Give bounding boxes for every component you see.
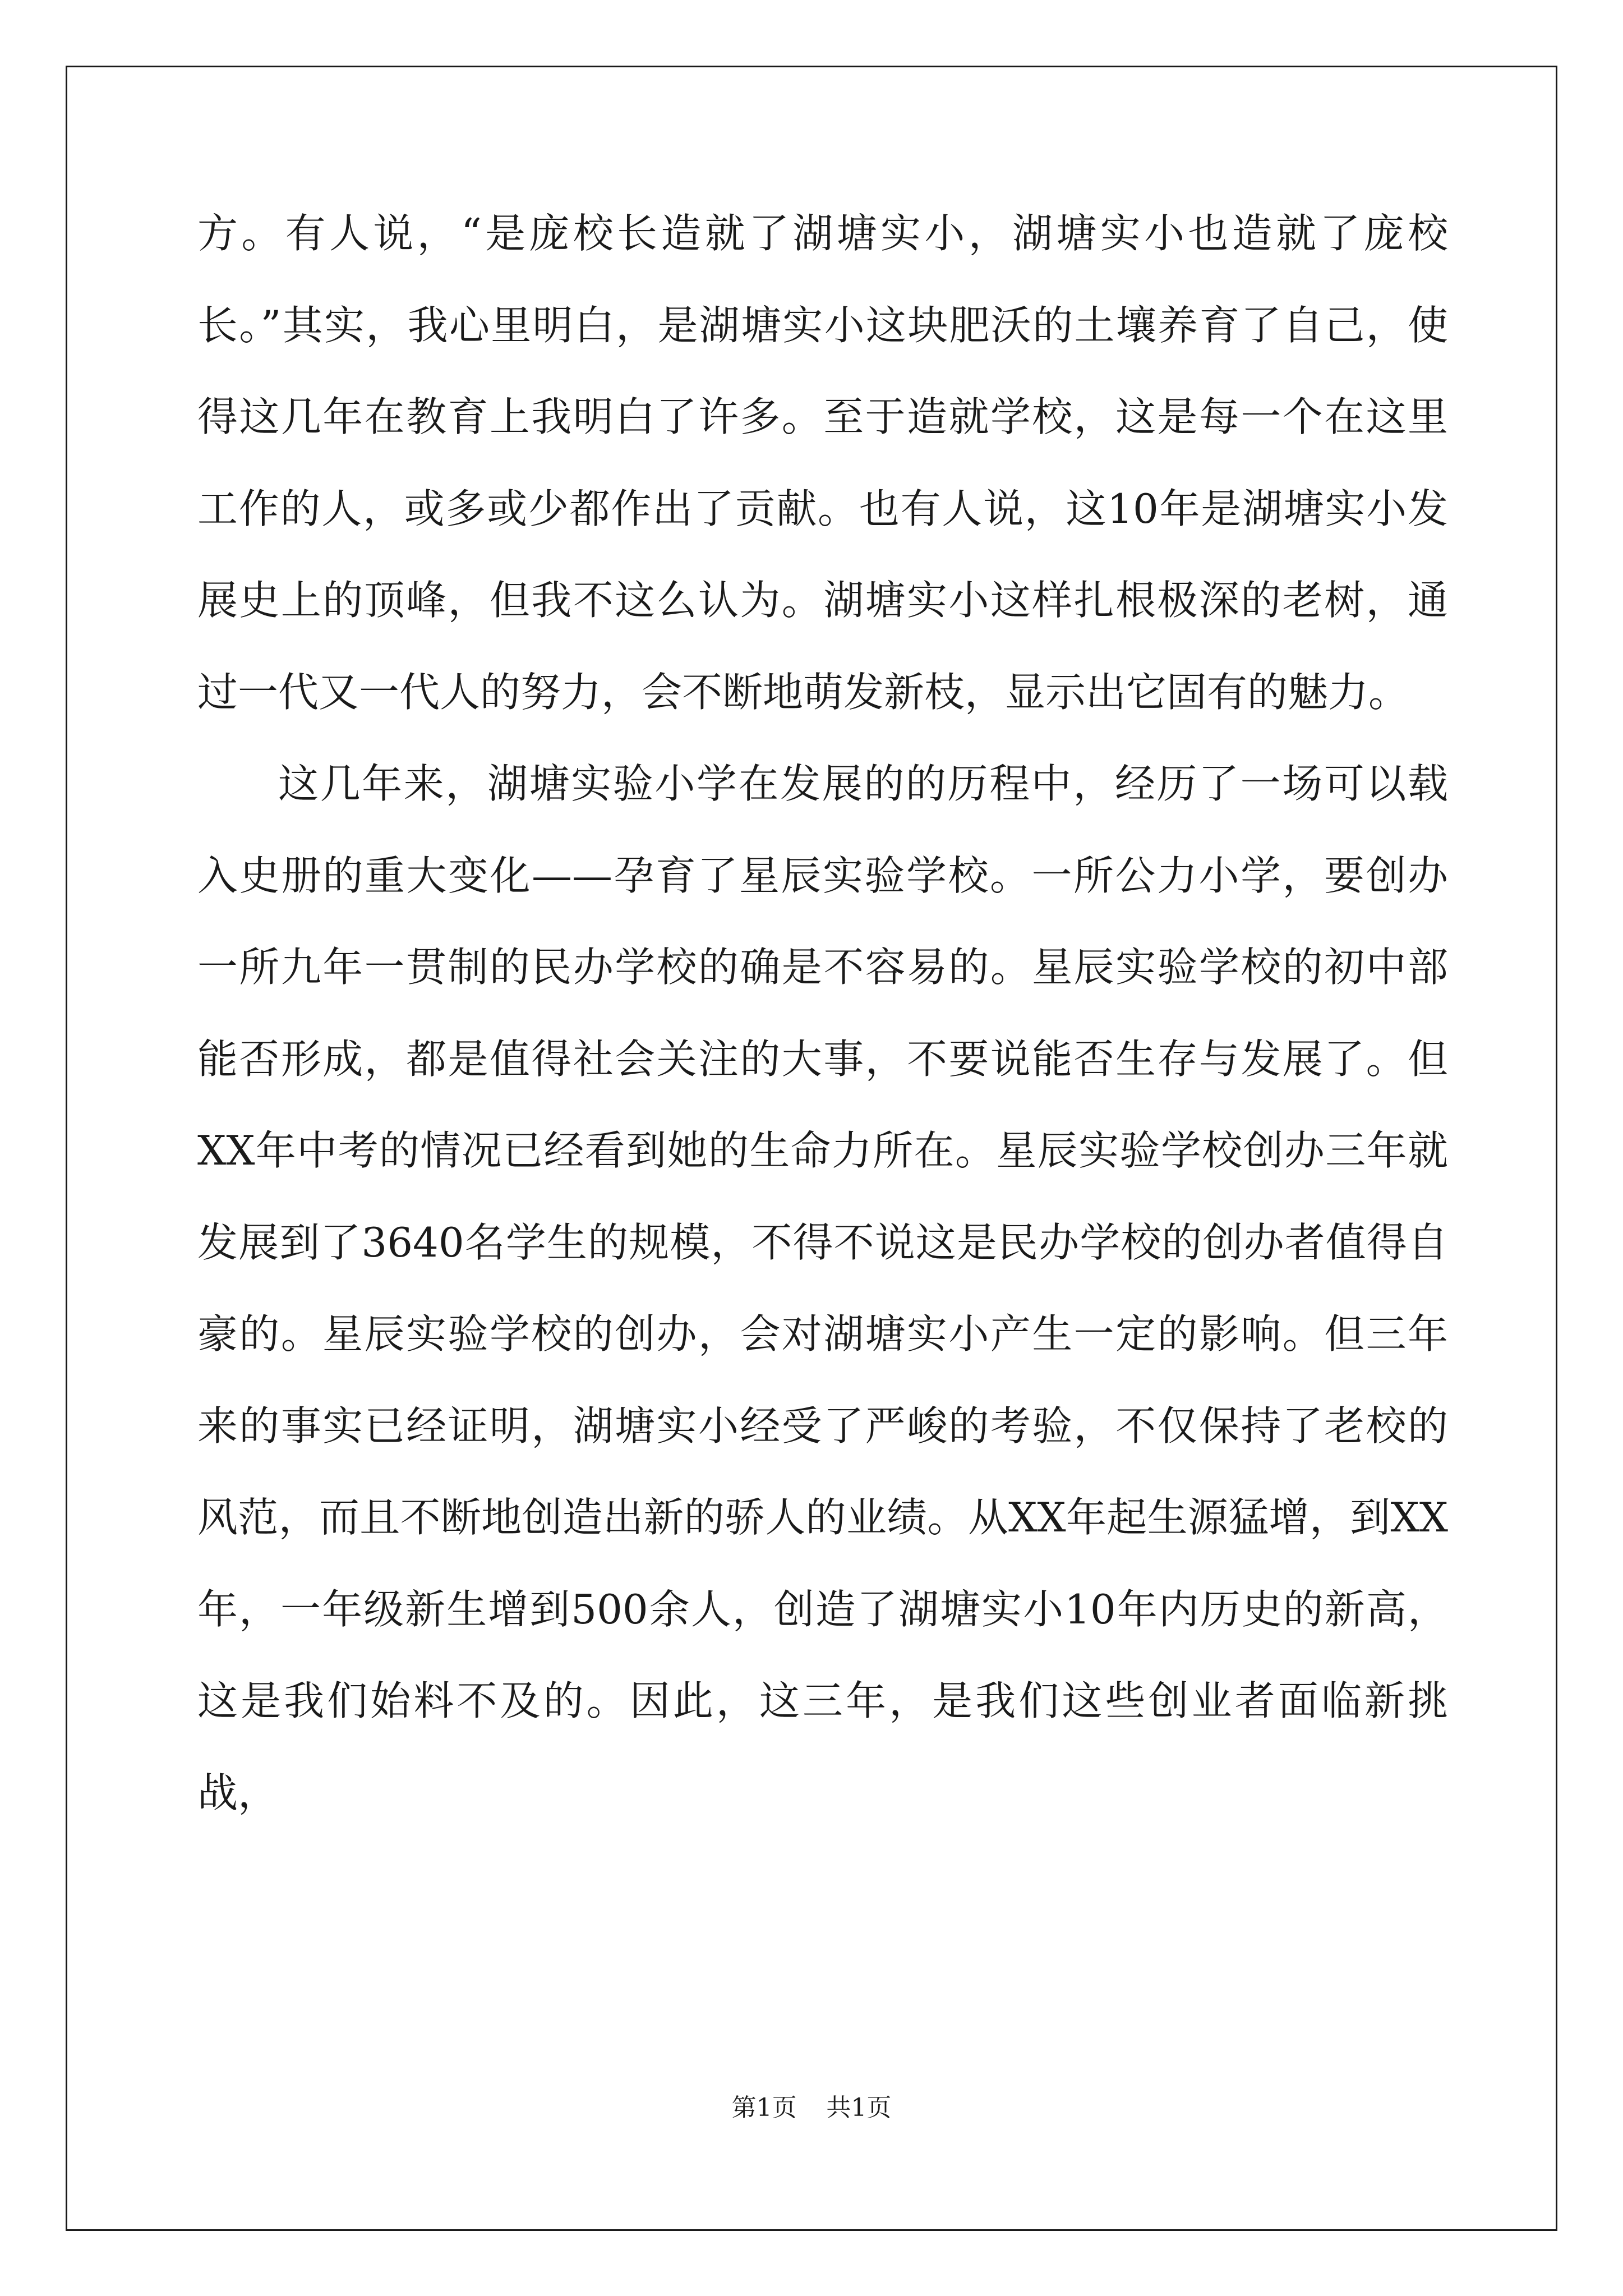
paragraph-1: 方。有人说，“是庞校长造就了湖塘实小，湖塘实小也造就了庞校长。”其实，我心里明白，是湖塘实小这块肥沃的土壤养育了自己，使得这几年在教育上我明白了许多。至于造就学校，这是每一个在这里工作的人，或多或少都作出了贡献。也有人说，这10年是湖塘实小发展史上的顶峰，但我不这么认为。湖塘实小这样扎根极深的老树，通过一代又一代人的努力，会不断地萌发新枝，显示出它固有的魅力。 [197,210,1448,716]
paragraph-2: 这几年来，湖塘实验小学在发展的的历程中，经历了一场可以载入史册的重大变化——孕育了星辰实验学校。一所公力小学，要创办一所九年一贯制的民办学校的确是不容易的。星辰实验学校的初中部能否形成，都是值得社会关注的大事，不要说能否生存与发展了。但XX年中考的情况已经看到她的生命力所在。星辰实验学校创办三年就发展到了3640名学生的规模，不得不说这是民办学校的创办者值得自豪的。星辰实验学校的创办，会对湖塘实小产生一定的影响。但三年来的事实已经证明，湖塘实小经受了严峻的考验，不仅保持了老校的风范，而且不断地创造出新的骄人的业绩。从XX年起生源猛增，到XX年，一年级新生增到500余人，创造了湖塘实小10年内历史的新高，这是我们始料不及的。因此，这三年，是我们这些创业者面临新挑战， [197,760,1448,1816]
page-footer [0,2091,1623,2125]
page-number: 第1页 [731,2093,797,2122]
document-body [197,188,1448,1839]
page-total: 共1页 [826,2093,892,2122]
